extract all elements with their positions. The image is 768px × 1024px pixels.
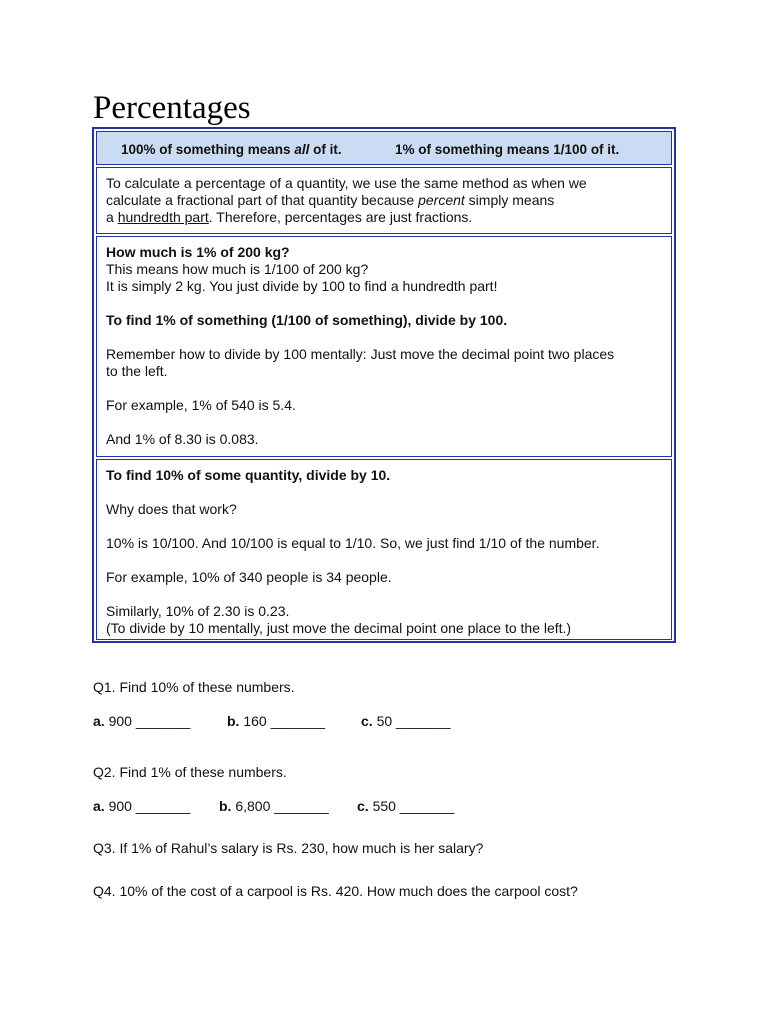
ten-percent-example: Similarly, 10% of 2.30 is 0.23.	[106, 603, 290, 619]
answer-blank[interactable]: b. 160 _______	[227, 713, 326, 729]
question-2-answers	[93, 798, 693, 815]
ten-percent-note: (To divide by 10 mentally, just move the decimal point one place to the left.)	[106, 620, 572, 636]
ten-percent-explanation: 10% is 10/100. And 10/100 is equal to 1/10. So, we just find 1/10 of the number.	[106, 535, 600, 551]
one-percent-example: For example, 1% of 540 is 5.4.	[106, 397, 296, 413]
question-1: Q1. Find 10% of these numbers.	[93, 679, 295, 695]
ten-percent-section	[96, 459, 672, 640]
one-percent-line: It is simply 2 kg. You just divide by 100 to find a hundredth part!	[106, 278, 498, 294]
page-title: Percentages	[93, 90, 251, 126]
answer-blank[interactable]: c. 550 _______	[357, 798, 455, 814]
ten-percent-why: Why does that work?	[106, 501, 237, 517]
intro-line: a hundredth part. Therefore, percentages are just fractions.	[106, 209, 473, 225]
question-2: Q2. Find 1% of these numbers.	[93, 764, 287, 780]
one-percent-rule: To find 1% of something (1/100 of something), divide by 100.	[106, 312, 508, 328]
ten-percent-rule: To find 10% of some quantity, divide by 10.	[106, 467, 391, 483]
ten-percent-example: For example, 10% of 340 people is 34 people.	[106, 569, 392, 585]
header-one-percent-statement: 1% of something means 1/100 of it.	[395, 142, 620, 157]
intro-line: To calculate a percentage of a quantity, we use the same method as when we	[106, 175, 587, 191]
info-box	[92, 127, 676, 643]
answer-blank[interactable]: a. 900 _______	[93, 798, 191, 814]
one-percent-tip: Remember how to divide by 100 mentally: Just move the decimal point two places	[106, 346, 615, 362]
intro-section	[96, 167, 672, 234]
question-4: Q4. 10% of the cost of a carpool is Rs. 420. How much does the carpool cost?	[93, 883, 578, 899]
one-percent-line: This means how much is 1/100 of 200 kg?	[106, 261, 369, 277]
one-percent-tip: to the left.	[106, 363, 168, 379]
question-1-answers	[93, 713, 693, 730]
info-header	[96, 131, 672, 165]
one-percent-section	[96, 236, 672, 457]
question-3: Q3. If 1% of Rahul’s salary is Rs. 230, how much is her salary?	[93, 840, 484, 856]
one-percent-question: How much is 1% of 200 kg?	[106, 244, 290, 260]
answer-blank[interactable]: b. 6,800 _______	[219, 798, 329, 814]
intro-line: calculate a fractional part of that quantity because percent simply means	[106, 192, 555, 208]
answer-blank[interactable]: c. 50 _______	[361, 713, 451, 729]
header-all-statement: 100% of something means all of it.	[121, 142, 342, 157]
answer-blank[interactable]: a. 900 _______	[93, 713, 191, 729]
one-percent-example: And 1% of 8.30 is 0.083.	[106, 431, 259, 447]
